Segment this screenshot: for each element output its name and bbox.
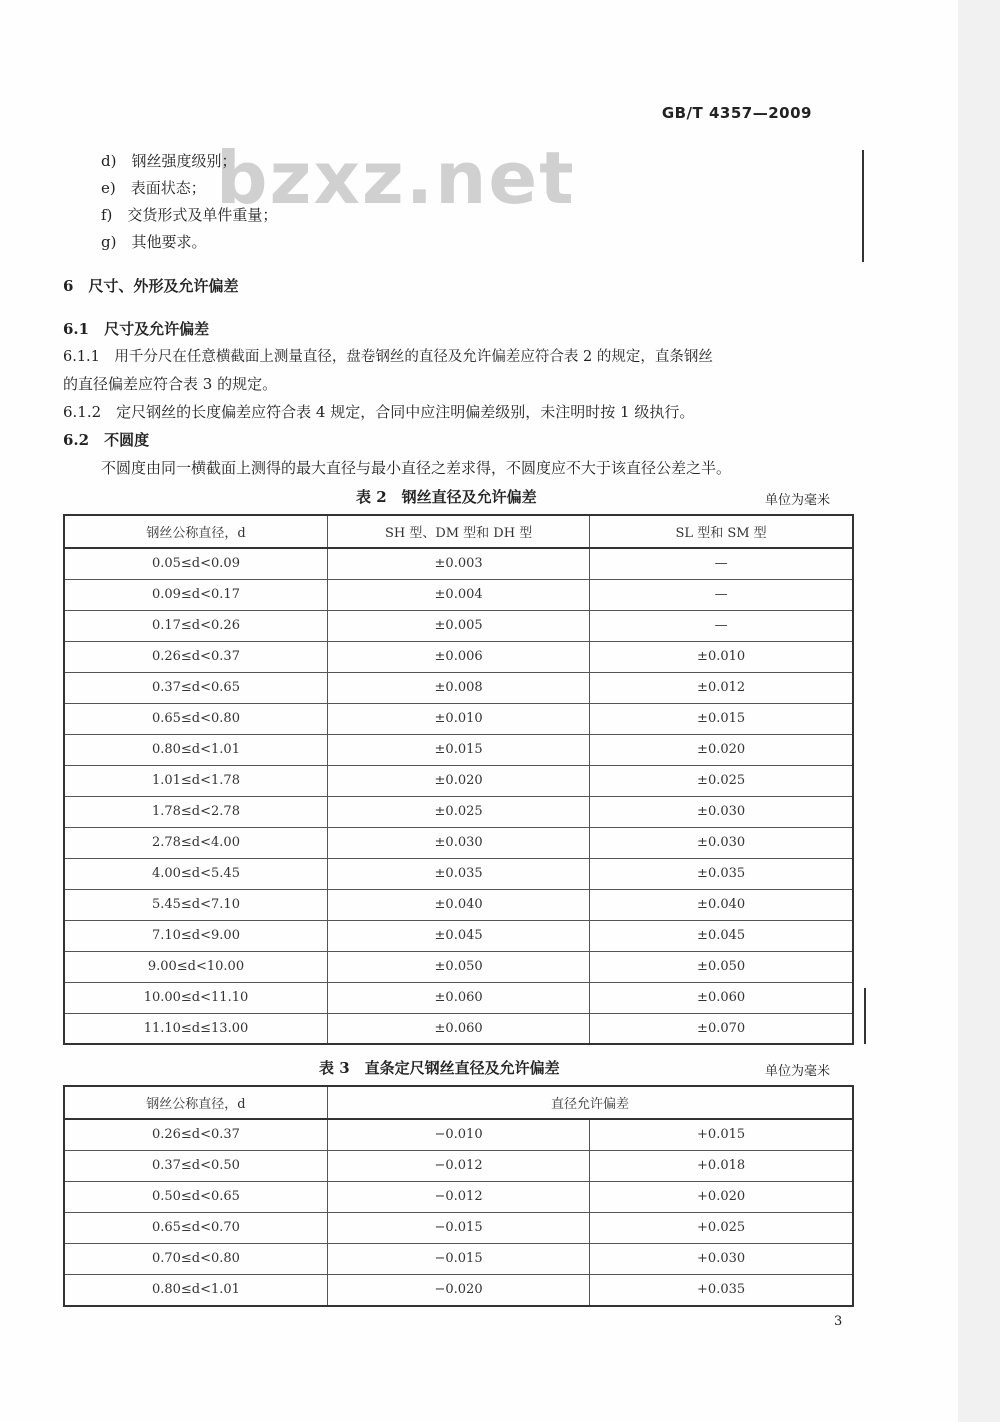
list-item: e) 表面状态； <box>101 179 206 197</box>
table3-caption: 表 3 直条定尺钢丝直径及允许偏差 <box>319 1059 560 1077</box>
change-bar <box>862 150 864 262</box>
table-cell: 7.10≤d<9.00 <box>64 920 327 951</box>
column-header: SH 型、DM 型和 DH 型 <box>327 515 589 548</box>
table3-unit: 单位为毫米 <box>765 1064 831 1079</box>
table-cell: −0.012 <box>327 1150 589 1181</box>
table-cell: ±0.030 <box>590 796 853 827</box>
table-cell: ±0.040 <box>590 889 853 920</box>
table-cell: 2.78≤d<4.00 <box>64 827 327 858</box>
table-cell: +0.025 <box>590 1212 853 1243</box>
paragraph: 6.1.2 定尺钢丝的长度偏差应符合表 4 规定，合同中应注明偏差级别，未注明时按 1 级执行。 <box>63 403 695 421</box>
table-cell: ±0.060 <box>327 1013 589 1044</box>
table-cell: +0.015 <box>590 1119 853 1150</box>
table-cell: — <box>590 579 853 610</box>
table-cell: +0.035 <box>590 1274 853 1306</box>
table-row <box>64 641 853 672</box>
section-heading: 6.1 尺寸及允许偏差 <box>63 320 210 338</box>
table-row <box>64 1181 853 1212</box>
table-header-row <box>64 1086 853 1119</box>
table-header-row <box>64 515 853 548</box>
table-row <box>64 827 853 858</box>
section-heading: 6 尺寸、外形及允许偏差 <box>63 277 239 295</box>
table-cell: ±0.050 <box>327 951 589 982</box>
table-cell: 11.10≤d≤13.00 <box>64 1013 327 1044</box>
table-cell: ±0.035 <box>590 858 853 889</box>
table-row <box>64 734 853 765</box>
table-cell: ±0.030 <box>327 827 589 858</box>
table-cell: 0.09≤d<0.17 <box>64 579 327 610</box>
table-row <box>64 548 853 579</box>
table-row <box>64 858 853 889</box>
table-row <box>64 703 853 734</box>
table-cell: 0.50≤d<0.65 <box>64 1181 327 1212</box>
table-cell: ±0.025 <box>590 765 853 796</box>
table-row <box>64 579 853 610</box>
table-cell: ±0.060 <box>590 982 853 1013</box>
table-cell: 1.78≤d<2.78 <box>64 796 327 827</box>
table-cell: +0.018 <box>590 1150 853 1181</box>
page-number: 3 <box>834 1314 843 1329</box>
table-cell: 0.80≤d<1.01 <box>64 1274 327 1306</box>
table-row <box>64 1243 853 1274</box>
table-cell: +0.030 <box>590 1243 853 1274</box>
table-cell: 0.80≤d<1.01 <box>64 734 327 765</box>
table-cell: ±0.025 <box>327 796 589 827</box>
table-cell: 0.65≤d<0.80 <box>64 703 327 734</box>
table-cell: — <box>590 548 853 579</box>
table-cell: ±0.010 <box>327 703 589 734</box>
column-header: 钢丝公称直径，d <box>64 515 327 548</box>
table-row <box>64 672 853 703</box>
table-cell: 5.45≤d<7.10 <box>64 889 327 920</box>
table2-caption: 表 2 钢丝直径及允许偏差 <box>356 488 537 506</box>
table-cell: ±0.003 <box>327 548 589 579</box>
table-row <box>64 920 853 951</box>
table-cell: −0.010 <box>327 1119 589 1150</box>
table-cell: ±0.010 <box>590 641 853 672</box>
table-cell: −0.015 <box>327 1243 589 1274</box>
table2-unit: 单位为毫米 <box>765 493 831 508</box>
table-cell: 9.00≤d<10.00 <box>64 951 327 982</box>
table-cell: −0.015 <box>327 1212 589 1243</box>
table-cell: 0.17≤d<0.26 <box>64 610 327 641</box>
table-cell: ±0.050 <box>590 951 853 982</box>
standard-code: GB/T 4357—2009 <box>661 104 812 122</box>
table-row <box>64 1150 853 1181</box>
table-cell: ±0.070 <box>590 1013 853 1044</box>
table-row <box>64 1119 853 1150</box>
table-cell: ±0.004 <box>327 579 589 610</box>
table2 <box>63 514 854 1045</box>
table-row <box>64 982 853 1013</box>
watermark: bzxz.net <box>216 136 576 220</box>
column-header: SL 型和 SM 型 <box>590 515 853 548</box>
change-bar <box>864 988 866 1044</box>
table-cell: ±0.020 <box>590 734 853 765</box>
column-header: 直径允许偏差 <box>327 1086 853 1119</box>
table-cell: — <box>590 610 853 641</box>
table-cell: 10.00≤d<11.10 <box>64 982 327 1013</box>
table-cell: 0.37≤d<0.50 <box>64 1150 327 1181</box>
table-cell: ±0.035 <box>327 858 589 889</box>
list-item: f) 交货形式及单件重量； <box>101 206 278 224</box>
table-cell: 0.37≤d<0.65 <box>64 672 327 703</box>
table-cell: ±0.045 <box>327 920 589 951</box>
table-cell: 0.70≤d<0.80 <box>64 1243 327 1274</box>
table-cell: −0.012 <box>327 1181 589 1212</box>
table3 <box>63 1085 854 1307</box>
table-row <box>64 951 853 982</box>
list-item: g) 其他要求。 <box>101 233 207 251</box>
table-row <box>64 1274 853 1306</box>
table-cell: 0.65≤d<0.70 <box>64 1212 327 1243</box>
table-row <box>64 1212 853 1243</box>
column-header: 钢丝公称直径，d <box>64 1086 327 1119</box>
table-cell: ±0.015 <box>590 703 853 734</box>
table-cell: ±0.006 <box>327 641 589 672</box>
table-row <box>64 765 853 796</box>
table-cell: ±0.015 <box>327 734 589 765</box>
table-cell: ±0.008 <box>327 672 589 703</box>
table-row <box>64 1013 853 1044</box>
table-row <box>64 889 853 920</box>
table-cell: −0.020 <box>327 1274 589 1306</box>
section-heading: 6.2 不圆度 <box>63 431 150 449</box>
table-cell: 0.26≤d<0.37 <box>64 1119 327 1150</box>
paragraph: 6.1.1 用千分尺在任意横截面上测量直径，盘卷钢丝的直径及允许偏差应符合表 2 的规定，直条钢丝 <box>63 349 713 365</box>
paragraph: 的直径偏差应符合表 3 的规定。 <box>63 375 278 393</box>
table-cell: 0.05≤d<0.09 <box>64 548 327 579</box>
table-row <box>64 610 853 641</box>
table-cell: ±0.005 <box>327 610 589 641</box>
table-cell: 1.01≤d<1.78 <box>64 765 327 796</box>
paragraph: 不圆度由同一横截面上测得的最大直径与最小直径之差求得，不圆度应不大于该直径公差之半。 <box>101 459 732 477</box>
table-cell: 0.26≤d<0.37 <box>64 641 327 672</box>
table-cell: 4.00≤d<5.45 <box>64 858 327 889</box>
table-cell: ±0.012 <box>590 672 853 703</box>
table-cell: +0.020 <box>590 1181 853 1212</box>
table-cell: ±0.040 <box>327 889 589 920</box>
table-cell: ±0.060 <box>327 982 589 1013</box>
list-item: d) 钢丝强度级别； <box>101 152 237 170</box>
table-cell: ±0.030 <box>590 827 853 858</box>
table-row <box>64 796 853 827</box>
table-cell: ±0.020 <box>327 765 589 796</box>
table-cell: ±0.045 <box>590 920 853 951</box>
